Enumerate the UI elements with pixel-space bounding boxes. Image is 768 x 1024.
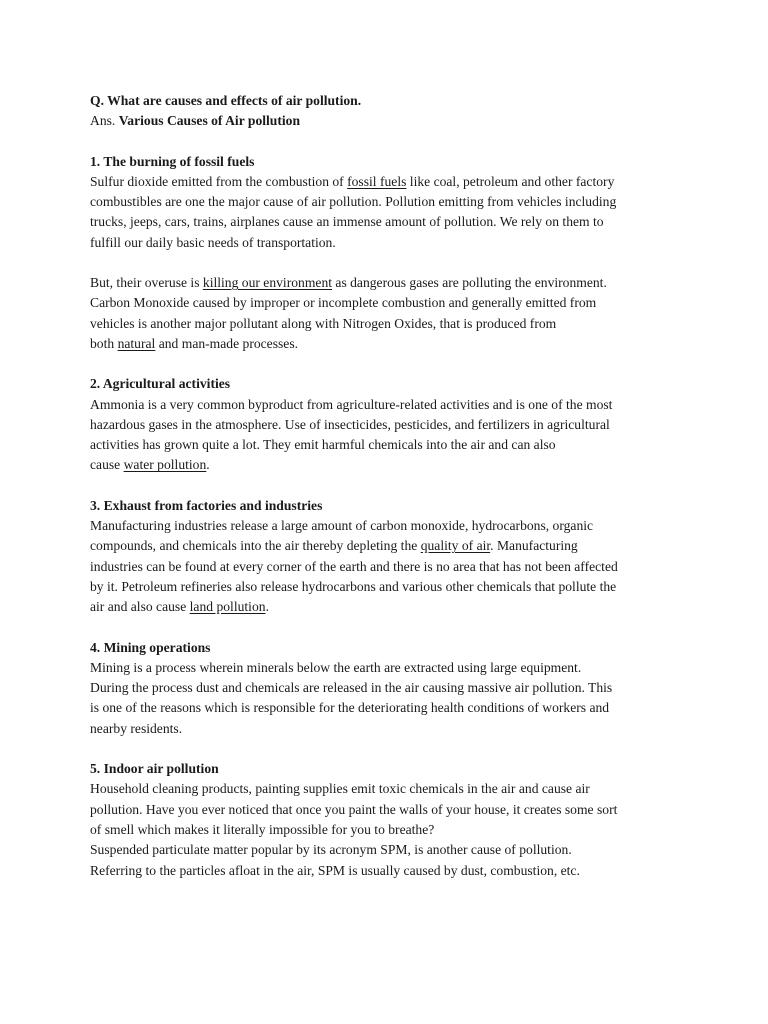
text-segment: But, their overuse is — [90, 275, 203, 291]
paragraph — [90, 395, 690, 476]
text-line — [90, 273, 690, 293]
text-line: combustibles are one the major cause of air pollution. Pollution emitting from vehicles including — [90, 194, 617, 210]
text-line — [90, 536, 690, 556]
text-segment: air and also cause — [90, 599, 190, 615]
text-segment: . Manufacturing — [490, 538, 578, 554]
text-segment: compounds, and chemicals into the air thereby depleting the — [90, 538, 421, 554]
text-segment: as dangerous gases are polluting the environment. — [332, 275, 607, 291]
text-line — [90, 597, 690, 617]
link-quality-of-air[interactable]: quality of air — [420, 538, 491, 554]
text-line: vehicles is another major pollutant along with Nitrogen Oxides, that is produced from — [90, 315, 557, 331]
text-segment: and man-made processes. — [155, 335, 299, 351]
section-title: 4. Mining operations — [90, 639, 211, 655]
text-line: by it. Petroleum refineries also release hydrocarbons and various other chemicals that pollute the — [90, 578, 617, 594]
link-land-pollution[interactable]: land pollution — [189, 599, 266, 615]
link-water-pollution[interactable]: water pollution — [123, 457, 207, 473]
text-line: Ammonia is a very common byproduct from agriculture-related activities and is one of the most — [90, 396, 613, 412]
section-factories-industries — [90, 496, 690, 618]
paragraph — [90, 658, 690, 739]
link-natural[interactable]: natural — [117, 335, 156, 351]
text-line: Manufacturing industries release a large amount of carbon monoxide, hydrocarbons, organic — [90, 518, 594, 534]
paragraph — [90, 516, 690, 617]
section-fossil-fuels — [90, 152, 690, 355]
section-indoor-air-pollution — [90, 759, 690, 881]
text-segment: like coal, petroleum and other factory — [406, 173, 615, 189]
text-segment: . — [206, 457, 210, 473]
section-title: 5. Indoor air pollution — [90, 761, 219, 777]
text-line — [90, 172, 690, 192]
section-title: 1. The burning of fossil fuels — [90, 153, 255, 169]
text-line: trucks, jeeps, cars, trains, airplanes cause an immense amount of pollution. We rely on them to — [90, 214, 604, 230]
text-segment: cause — [90, 457, 124, 473]
text-line: Mining is a process wherein minerals below the earth are extracted using large equipment. — [90, 659, 582, 675]
question-heading: Q. What are causes and effects of air pollution. — [90, 93, 362, 108]
text-line: Household cleaning products, painting supplies emit toxic chemicals in the air and cause air — [90, 781, 590, 797]
section-title: 3. Exhaust from factories and industries — [90, 497, 323, 513]
paragraph — [90, 273, 690, 354]
text-line: activities has grown quite a lot. They emit harmful chemicals into the air and can also — [90, 437, 556, 453]
text-line: of smell which makes it literally impossible for you to breathe? — [90, 821, 435, 837]
answer-heading — [90, 111, 690, 131]
text-segment: . — [265, 599, 269, 615]
section-title: 2. Agricultural activities — [90, 376, 231, 392]
link-killing-our-environment[interactable]: killing our environment — [202, 275, 333, 291]
text-line: During the process dust and chemicals are released in the air causing massive air pollution. This — [90, 680, 613, 696]
answer-prefix: Ans. — [90, 113, 116, 129]
text-segment: Sulfur dioxide emitted from the combustion of — [90, 173, 348, 189]
answer-title: Various Causes of Air pollution — [118, 113, 301, 129]
text-line: hazardous gases in the atmosphere. Use of insecticides, pesticides, and fertilizers in agricultural — [90, 416, 610, 432]
text-line: Carbon Monoxide caused by improper or incomplete combustion and generally emitted from — [90, 295, 597, 311]
text-line: fulfill our daily basic needs of transportation. — [90, 234, 336, 250]
text-line: nearby residents. — [90, 720, 183, 736]
section-mining-operations — [90, 638, 690, 739]
text-line — [90, 334, 690, 354]
text-line: industries can be found at every corner of the earth and there is no area that has not been affected — [90, 558, 618, 574]
paragraph — [90, 779, 690, 880]
text-segment: both — [90, 335, 118, 351]
text-line: pollution. Have you ever noticed that once you paint the walls of your house, it creates some sort — [90, 801, 618, 817]
text-line: is one of the reasons which is responsible for the deteriorating health conditions of workers and — [90, 700, 610, 716]
text-line: Suspended particulate matter popular by its acronym SPM, is another cause of pollution. — [90, 842, 572, 858]
section-agricultural-activities — [90, 374, 690, 475]
link-fossil-fuels[interactable]: fossil fuels — [347, 173, 407, 189]
document-page — [90, 91, 690, 881]
text-line: Referring to the particles afloat in the air, SPM is usually caused by dust, combustion, etc. — [90, 862, 580, 878]
paragraph — [90, 172, 690, 253]
text-line — [90, 455, 690, 475]
